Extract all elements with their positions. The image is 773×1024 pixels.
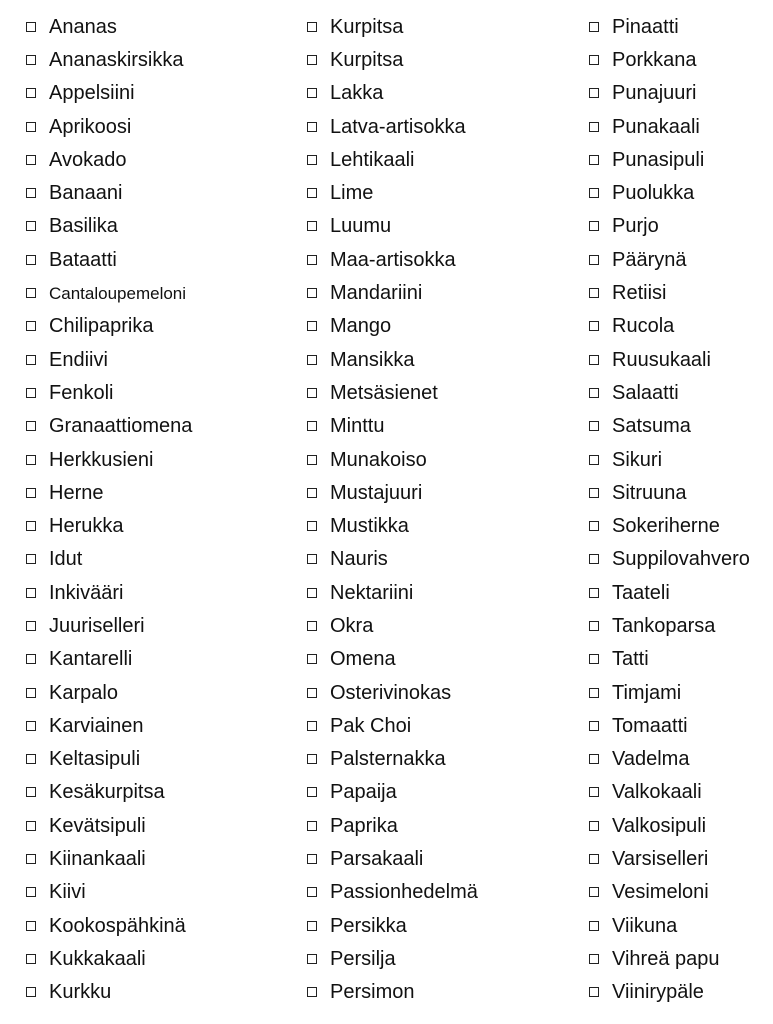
checklist-item[interactable] [589,343,750,376]
checklist-item[interactable] [589,743,750,776]
checklist-item-label: Tomaatti [612,714,688,737]
checklist-item-label: Porkkana [612,48,697,71]
checklist-item[interactable] [26,776,192,809]
checklist-item-label: Sitruuna [612,481,687,504]
checkbox-icon[interactable] [26,554,36,564]
checkbox-icon[interactable] [307,688,317,698]
checkbox-icon[interactable] [307,488,317,498]
checklist-item-label: Juuriselleri [49,614,145,637]
checklist-item-label: Salaatti [612,381,679,404]
checklist-item[interactable] [589,976,750,1009]
checkbox-icon[interactable] [589,288,599,298]
checklist-item[interactable] [307,776,478,809]
checklist-item[interactable] [589,143,750,176]
checklist-item-label: Mustikka [330,515,409,538]
checkbox-icon[interactable] [307,854,317,864]
checklist-item[interactable] [307,210,478,243]
checkbox-icon[interactable] [26,588,36,598]
checklist-item[interactable] [589,676,750,709]
checklist-item-label: Endiivi [49,348,108,371]
checklist-item[interactable] [307,976,478,1009]
checklist-item-label: Sikuri [612,448,663,471]
checkbox-icon[interactable] [307,88,317,98]
checklist-item-label: Karviainen [49,714,144,737]
checklist-item[interactable] [589,909,750,942]
checkbox-icon[interactable] [589,854,599,864]
checkbox-icon[interactable] [589,621,599,631]
checkbox-icon[interactable] [589,987,599,997]
checkbox-icon[interactable] [26,654,36,664]
checklist-item-label: Avokado [49,148,127,171]
checklist-item[interactable] [26,210,192,243]
checkbox-icon[interactable] [26,821,36,831]
checklist-item-label: Munakoiso [330,448,427,471]
checklist-item[interactable] [307,10,478,43]
checklist-item[interactable] [589,876,750,909]
checklist-item[interactable] [589,509,750,542]
checklist-item[interactable] [589,776,750,809]
checkbox-icon[interactable] [26,22,36,32]
checkbox-icon[interactable] [589,388,599,398]
checkbox-icon[interactable] [26,321,36,331]
checkbox-icon[interactable] [307,421,317,431]
checklist-item-label: Metsäsienet [330,381,438,404]
checklist-item-label: Vihreä papu [612,947,720,970]
checklist-item-label: Kurpitsa [330,48,404,71]
checkbox-icon[interactable] [589,754,599,764]
checklist-item-label: Kantarelli [49,648,133,671]
checklist-item[interactable] [26,609,192,642]
checklist-item[interactable] [26,942,192,975]
checkbox-icon[interactable] [307,821,317,831]
checklist-item-label: Mustajuuri [330,481,423,504]
checklist-item-label: Herkkusieni [49,448,154,471]
checkbox-icon[interactable] [589,654,599,664]
checklist-item[interactable] [589,609,750,642]
checkbox-icon[interactable] [26,288,36,298]
checkbox-icon[interactable] [589,188,599,198]
checkbox-icon[interactable] [307,355,317,365]
checkbox-icon[interactable] [26,355,36,365]
checkbox-icon[interactable] [26,688,36,698]
checkbox-icon[interactable] [307,754,317,764]
checklist-item[interactable] [589,43,750,76]
checkbox-icon[interactable] [307,22,317,32]
checkbox-icon[interactable] [589,488,599,498]
checkbox-icon[interactable] [26,987,36,997]
checklist-item-label: Lime [330,182,374,205]
checkbox-icon[interactable] [589,321,599,331]
checklist-item-label: Tatti [612,648,649,671]
checklist-item[interactable] [307,643,478,676]
checklist-item[interactable] [26,176,192,209]
checklist-item-label: Punasipuli [612,148,705,171]
checkbox-icon[interactable] [589,88,599,98]
checklist-item[interactable] [26,576,192,609]
checkbox-icon[interactable] [26,854,36,864]
checklist-item-label: Persimon [330,981,415,1004]
checkbox-icon[interactable] [307,255,317,265]
checklist-item[interactable] [307,842,478,875]
checkbox-icon[interactable] [307,288,317,298]
checklist-item[interactable] [307,376,478,409]
checkbox-icon[interactable] [26,754,36,764]
checkbox-icon[interactable] [307,987,317,997]
checklist-item[interactable] [307,476,478,509]
checklist-item-label: Idut [49,548,83,571]
checklist-item-label: Vesimeloni [612,881,709,904]
checkbox-icon[interactable] [307,588,317,598]
checkbox-icon[interactable] [307,954,317,964]
checklist-item[interactable] [307,176,478,209]
checklist-item[interactable] [26,343,192,376]
checklist-item[interactable] [307,543,478,576]
checklist-item[interactable] [26,842,192,875]
checklist-item[interactable] [26,110,192,143]
checkbox-icon[interactable] [589,588,599,598]
checkbox-icon[interactable] [307,621,317,631]
checklist-item-label: Retiisi [612,282,667,305]
checklist-item[interactable] [26,509,192,542]
checklist-item[interactable] [26,43,192,76]
checkbox-icon[interactable] [589,554,599,564]
checklist-item[interactable] [307,576,478,609]
checklist-item-label: Osterivinokas [330,681,452,704]
checklist-item[interactable] [26,909,192,942]
checklist-item-label: Granaattiomena [49,415,193,438]
checkbox-icon[interactable] [589,55,599,65]
checklist-item[interactable] [589,709,750,742]
checklist-item-label: Päärynä [612,248,687,271]
checklist-item-label: Vadelma [612,748,690,771]
checklist-item-label: Kurkku [49,981,112,1004]
checklist-item[interactable] [26,976,192,1009]
checklist-item[interactable] [589,243,750,276]
checklist-item-label: Paprika [330,814,398,837]
checklist-item[interactable] [26,809,192,842]
checklist-item-label: Aprikoosi [49,115,132,138]
checklist-item[interactable] [307,909,478,942]
checkbox-icon[interactable] [307,221,317,231]
checklist-item[interactable] [307,310,478,343]
checkbox-icon[interactable] [26,954,36,964]
checklist-item-label: Lehtikaali [330,148,415,171]
checkbox-icon[interactable] [589,455,599,465]
checklist-item[interactable] [307,410,478,443]
checklist-item[interactable] [307,276,478,309]
checklist-item[interactable] [589,310,750,343]
checklist-item[interactable] [26,676,192,709]
checklist-item[interactable] [307,809,478,842]
checklist-item-label: Papaija [330,781,397,804]
checklist-item-label: Bataatti [49,248,117,271]
checklist-item-label: Herukka [49,515,124,538]
checklist-item-label: Timjami [612,681,682,704]
checklist-item-label: Passionhedelmä [330,881,478,904]
checklist-item-label: Banaani [49,182,123,205]
checkbox-icon[interactable] [589,921,599,931]
checkbox-icon[interactable] [307,721,317,731]
checkbox-icon[interactable] [307,122,317,132]
checklist-item-label: Pak Choi [330,714,412,737]
checkbox-icon[interactable] [26,188,36,198]
checkbox-icon[interactable] [26,921,36,931]
checklist-item[interactable] [589,276,750,309]
checkbox-icon[interactable] [26,88,36,98]
checklist-item-label: Purjo [612,215,659,238]
checklist-item-label: Taateli [612,581,670,604]
checkbox-icon[interactable] [589,721,599,731]
checklist-item-label: Kukkakaali [49,947,146,970]
checklist-item-label: Persikka [330,914,407,937]
checklist-item-label: Chilipaprika [49,315,154,338]
checklist-item[interactable] [26,876,192,909]
checkbox-icon[interactable] [307,521,317,531]
checklist-item-label: Luumu [330,215,392,238]
checkbox-icon[interactable] [307,55,317,65]
checklist-item-label: Mansikka [330,348,415,371]
checkbox-icon[interactable] [26,621,36,631]
checklist-item-label: Kiivi [49,881,86,904]
checklist-item[interactable] [589,543,750,576]
checkbox-icon[interactable] [589,954,599,964]
checklist-item-label: Basilika [49,215,118,238]
checklist-item-label: Kevätsipuli [49,814,146,837]
checkbox-icon[interactable] [589,122,599,132]
checklist-item-label: Persilja [330,947,396,970]
checklist-item[interactable] [589,443,750,476]
checklist-item[interactable] [589,176,750,209]
checkbox-icon[interactable] [307,188,317,198]
checkbox-icon[interactable] [26,155,36,165]
checklist-item[interactable] [307,709,478,742]
checklist-item[interactable] [589,476,750,509]
checklist-item[interactable] [26,143,192,176]
checkbox-icon[interactable] [26,55,36,65]
checklist-item-label: Inkivääri [49,581,124,604]
checklist-item-label: Punajuuri [612,82,697,105]
checklist-item[interactable] [26,743,192,776]
checklist-item[interactable] [307,942,478,975]
checklist-item-label: Satsuma [612,415,691,438]
checkbox-icon[interactable] [589,221,599,231]
checkbox-icon[interactable] [307,554,317,564]
checklist-item[interactable] [307,343,478,376]
checklist-item-label: Ruusukaali [612,348,711,371]
checklist-item-label: Viikuna [612,914,678,937]
checklist-item-label: Rucola [612,315,675,338]
checklist-item[interactable] [589,210,750,243]
checkbox-icon[interactable] [26,255,36,265]
checkbox-icon[interactable] [26,521,36,531]
checkbox-icon[interactable] [589,688,599,698]
checkbox-icon[interactable] [26,421,36,431]
checkbox-icon[interactable] [307,921,317,931]
checklist-item-label: Kurpitsa [330,15,404,38]
checklist-item[interactable] [26,10,192,43]
checkbox-icon[interactable] [26,787,36,797]
checklist-item-label: Palsternakka [330,748,446,771]
checklist-item[interactable] [26,543,192,576]
checklist-item[interactable] [26,376,192,409]
checklist-item-label: Varsiselleri [612,848,709,871]
checklist-item[interactable] [26,443,192,476]
checklist-item-label: Nauris [330,548,388,571]
checklist-item-label: Mandariini [330,282,423,305]
checkbox-icon[interactable] [589,155,599,165]
checklist-item-label: Lakka [330,82,384,105]
checklist-item-label: Herne [49,481,104,504]
checklist-item[interactable] [26,77,192,110]
checkbox-icon[interactable] [26,887,36,897]
checkbox-icon[interactable] [307,654,317,664]
checkbox-icon[interactable] [307,155,317,165]
checkbox-icon[interactable] [589,355,599,365]
checklist-item[interactable] [589,77,750,110]
checkbox-icon[interactable] [589,821,599,831]
checklist-item-label: Fenkoli [49,381,114,404]
checklist-item-label: Punakaali [612,115,700,138]
checklist-item-label: Pinaatti [612,15,679,38]
checklist-item-label: Cantaloupemeloni [49,283,187,303]
checklist-item-label: Latva-artisokka [330,115,466,138]
checklist-item-label: Suppilovahvero [612,548,750,571]
checkbox-icon[interactable] [307,455,317,465]
checklist-item[interactable] [26,476,192,509]
checkbox-icon[interactable] [307,787,317,797]
checklist-item[interactable] [307,243,478,276]
checkbox-icon[interactable] [26,721,36,731]
checkbox-icon[interactable] [589,887,599,897]
checklist-item[interactable] [589,376,750,409]
checklist-item-label: Nektariini [330,581,414,604]
checklist-item[interactable] [589,809,750,842]
checklist-item-label: Appelsiini [49,82,135,105]
checkbox-icon[interactable] [26,388,36,398]
checklist-column-1 [26,10,192,1009]
checklist-column-2 [307,10,478,1009]
checkbox-icon[interactable] [26,488,36,498]
checklist-item[interactable] [589,110,750,143]
checklist-item[interactable] [307,876,478,909]
checkbox-icon[interactable] [26,122,36,132]
checkbox-icon[interactable] [589,22,599,32]
checklist-item[interactable] [26,276,192,309]
checkbox-icon[interactable] [589,521,599,531]
checkbox-icon[interactable] [589,787,599,797]
checklist-item-label: Valkosipuli [612,814,707,837]
checklist-item-label: Keltasipuli [49,748,141,771]
checklist-item-label: Ananaskirsikka [49,48,184,71]
checklist-item[interactable] [307,443,478,476]
checklist-item[interactable] [589,842,750,875]
checklist-item-label: Karpalo [49,681,118,704]
checklist-item[interactable] [26,643,192,676]
checklist-item[interactable] [589,410,750,443]
checklist-item[interactable] [307,43,478,76]
checklist-item[interactable] [307,743,478,776]
checklist-item[interactable] [307,143,478,176]
checklist-item-label: Ananas [49,15,117,38]
checklist-item[interactable] [307,77,478,110]
checklist-item[interactable] [589,643,750,676]
checkbox-icon[interactable] [589,255,599,265]
checklist-item-label: Maa-artisokka [330,248,456,271]
checkbox-icon[interactable] [307,321,317,331]
checklist-item-label: Parsakaali [330,848,424,871]
checklist-item[interactable] [307,676,478,709]
checklist-item-label: Viinirypäle [612,981,704,1004]
checkbox-icon[interactable] [589,421,599,431]
checklist-item-label: Sokeriherne [612,515,720,538]
checklist-item[interactable] [589,942,750,975]
checklist-item[interactable] [589,576,750,609]
checklist-item[interactable] [589,10,750,43]
checkbox-icon[interactable] [307,887,317,897]
checklist-item[interactable] [307,509,478,542]
checklist-column-3 [589,10,750,1009]
checklist-item-label: Mango [330,315,392,338]
checklist-item-label: Omena [330,648,396,671]
checklist-item-label: Kiinankaali [49,848,146,871]
checklist-item[interactable] [26,243,192,276]
checklist-item[interactable] [307,110,478,143]
checklist-item-label: Kookospähkinä [49,914,186,937]
checklist-item-label: Tankoparsa [612,614,716,637]
checklist-item-label: Kesäkurpitsa [49,781,165,804]
checkbox-icon[interactable] [307,388,317,398]
checkbox-icon[interactable] [26,221,36,231]
checklist-item[interactable] [307,609,478,642]
checkbox-icon[interactable] [26,455,36,465]
checklist-item-label: Valkokaali [612,781,702,804]
checklist-item-label: Minttu [330,415,385,438]
checklist-item[interactable] [26,709,192,742]
checklist-item[interactable] [26,310,192,343]
checklist-item-label: Okra [330,614,374,637]
checklist-item[interactable] [26,410,192,443]
checklist-item-label: Puolukka [612,182,695,205]
